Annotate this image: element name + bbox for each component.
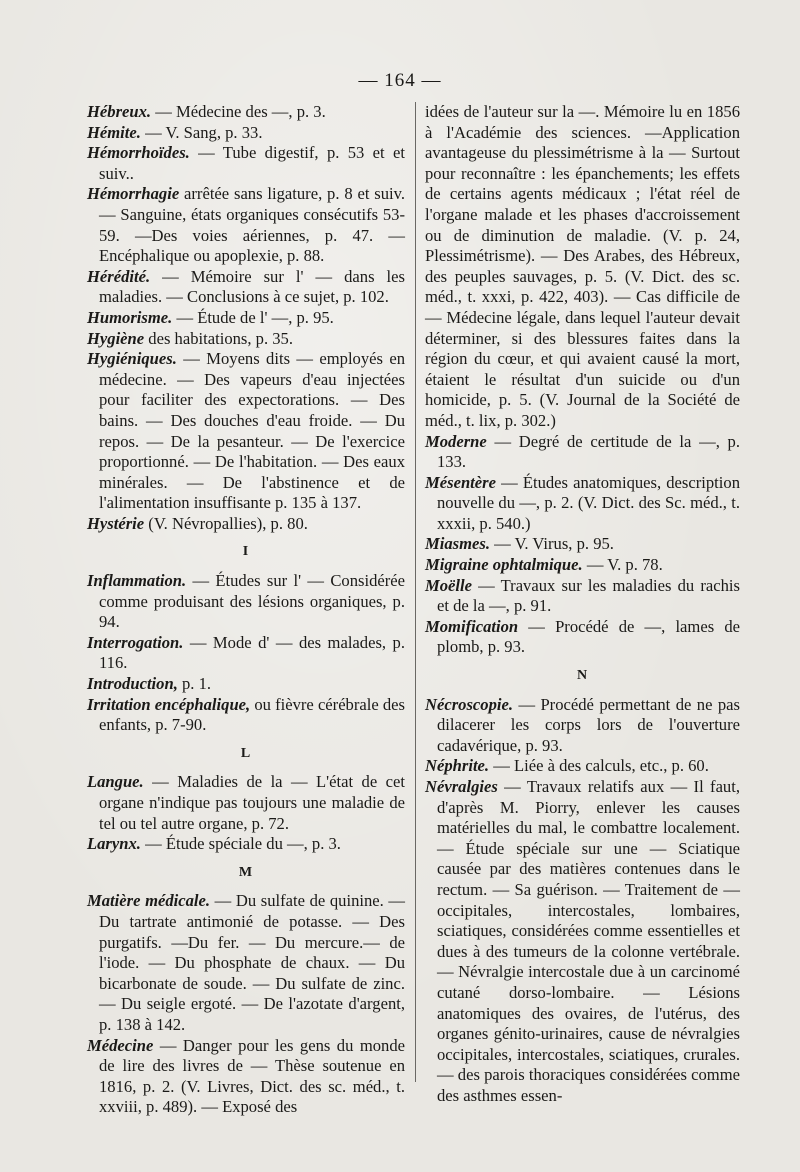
index-entry bbox=[87, 633, 405, 674]
entry-headword: Médecine bbox=[87, 1035, 154, 1055]
right-column bbox=[425, 102, 740, 1107]
entry-headword: Moëlle bbox=[425, 575, 473, 595]
index-entry bbox=[87, 772, 405, 834]
entry-headword: Mésentère bbox=[425, 472, 496, 492]
index-entry bbox=[87, 571, 405, 633]
entry-body: — Du sulfate de quinine. — Du tartrate antimonié de potasse. — Des purgatifs. —Du fer. — Du mercure.— de l'iode. — Du phosphate de chaux. — Du bicarbonate de soude. — Du sulfate de zinc. — Du seigle ergoté. — De l'azotate d'argent, p. 138 à 142. bbox=[99, 891, 405, 1034]
index-entry bbox=[87, 123, 405, 144]
entry-headword: Momification bbox=[425, 616, 519, 636]
entry-body: — Études anatomiques, description nouvelle du —, p. 2. (V. Dict. des Sc. méd., t. xxxii, p. 540.) bbox=[437, 472, 740, 533]
section-letter: I bbox=[242, 544, 250, 560]
index-entry bbox=[87, 1036, 405, 1118]
entry-body: — Étude spéciale du —, p. 3. bbox=[140, 834, 341, 854]
entry-body: — Moyens dits — employés en médecine. — Des vapeurs d'eau injectées pour faciliter des expectorations. — Des bains. — Des douches d'eau froide. — Du repos. — De la pesanteur. — De l'exercice proportionné. — De l'habitation. — Des eaux minérales. — De l'abstinence et de l'alimentation insuffisante p. 135 à 137. bbox=[99, 349, 405, 513]
entry-body: — V. Sang, p. 33. bbox=[140, 122, 263, 142]
entry-body: — Liée à des calculs, etc., p. 60. bbox=[489, 756, 709, 776]
index-entry bbox=[425, 473, 740, 535]
left-column bbox=[87, 102, 405, 1118]
index-entry bbox=[425, 534, 740, 555]
index-entry bbox=[425, 756, 740, 777]
entry-headword: Larynx. bbox=[87, 834, 141, 854]
entry-headword: Irritation encéphalique, bbox=[87, 694, 251, 714]
index-entry bbox=[425, 555, 740, 576]
index-entry bbox=[87, 349, 405, 514]
entry-body: — Mémoire sur l' — dans les maladies. — Conclusions à ce sujet, p. 102. bbox=[99, 266, 405, 307]
index-entry bbox=[425, 432, 740, 473]
entry-body: — Travaux relatifs aux — Il faut, d'après M. Piorry, enlever les causes matérielles du mal, le combattre localement. — Étude spéciale sur une — Sciatique causée par des matières contenues dans le rectum. — Sa guérison. — Traitement de — occipitales, intercostales, lombaires, sciatiques, considérées comme essentielles et dues à des tumeurs de la colonne vertébrale. — Névralgie intercostale due à un carcinomé cutané dorso-lombaire. — Lésions anatomiques des ovaires, de l'utérus, des organes génito-urinaires, cause de névralgies occipitales, intercostales, sciatiques, crurales. — des parois thoraciques considérées comme des asthmes essen- bbox=[437, 777, 740, 1105]
index-entry bbox=[87, 267, 405, 308]
entry-body: — Étude de l' —, p. 95. bbox=[172, 307, 334, 327]
entry-body: — Degré de certitude de la —, p. 133. bbox=[437, 431, 740, 472]
entry-body: — Études sur l' — Considérée comme produisant des lésions organiques, p. 94. bbox=[99, 571, 405, 632]
index-entry bbox=[87, 184, 405, 266]
section-letter: N bbox=[576, 668, 589, 684]
entry-headword: Hygiéniques. bbox=[87, 349, 177, 369]
entry-body: — Mode d' — des malades, p. 116. bbox=[99, 632, 405, 673]
page-number: — 164 — bbox=[358, 70, 442, 91]
index-entry bbox=[425, 695, 740, 757]
entry-headword: Langue. bbox=[87, 772, 144, 792]
entry-headword: Hérédité. bbox=[87, 266, 151, 286]
entry-body: (V. Névropallies), p. 80. bbox=[144, 513, 308, 533]
entry-headword: Introduction, bbox=[87, 674, 178, 694]
index-entry bbox=[87, 102, 405, 123]
column-divider bbox=[415, 102, 416, 1082]
entry-headword: Névralgies bbox=[425, 777, 498, 796]
entry-headword: Interrogation. bbox=[87, 632, 184, 652]
entry-headword: Nécroscopie. bbox=[425, 694, 514, 714]
index-entry bbox=[87, 834, 405, 855]
index-entry bbox=[425, 777, 740, 1107]
index-entry bbox=[87, 514, 405, 535]
entry-body: — Danger pour les gens du monde de lire des livres de — Thèse soutenue en 1816, p. 2. (V. Livres, Dict. des sc. méd., t. xxviii, p. 489). — Exposé des bbox=[99, 1035, 405, 1117]
entry-body: — Procédé de —, lames de plomb, p. 93. bbox=[437, 616, 740, 657]
entry-body: ou fièvre cérébrale des enfants, p. 7-90. bbox=[99, 694, 405, 735]
section-letter: L bbox=[240, 745, 252, 761]
index-entry bbox=[87, 695, 405, 736]
entry-headword: Hémite. bbox=[87, 122, 141, 142]
entry-headword: Hystérie bbox=[87, 513, 145, 533]
entry-body: — Maladies de la — L'état de cet organe n'indique pas toujours une maladie de tel ou tel autre organe, p. 72. bbox=[99, 772, 405, 833]
entry-headword: Matière médicale. bbox=[87, 891, 211, 911]
continued-text: idées de l'auteur sur la —. Mémoire lu en 1856 à l'Académie des sciences. —Application avantageuse du plessimétrisme à la — Surtout pour reconnaître : les épanchements; les effets de certains agents médicaux ; l'état réel de l'organe malade et les phases d'accroissement ou de diminution de maladie. (V. p. 24, Plessimétrisme). — Des Arabes, des Hébreux, des peuples sauvages, p. 5. (V. Dict. des sc. méd., t. xxxi, p. 422, 403). — Cas difficile de — Médecine légale, dans lequel l'auteur devait déterminer, si des blessures faites dans la région du cœur, et qui avaient causé la mort, étaient le résultat d'un suicide ou d'un homicide, p. 5. (V. Journal de la Société de méd., t. lix, p. 302.) bbox=[425, 102, 740, 430]
index-entry bbox=[87, 329, 405, 350]
entry-headword: Hémorrhagie bbox=[87, 184, 180, 204]
entry-body: des habitations, p. 35. bbox=[144, 328, 294, 348]
entry-body: — Tube digestif, p. 53 et et suiv.. bbox=[99, 143, 405, 183]
index-entry bbox=[87, 891, 405, 1035]
entry-headword: Néphrite. bbox=[425, 756, 490, 776]
entry-headword: Inflammation. bbox=[87, 571, 187, 591]
entry-headword: Humorisme. bbox=[87, 307, 173, 327]
entry-body: — Procédé permettant de ne pas dilacerer les corps lors de l'ouverture cadavérique, p. 93. bbox=[437, 694, 740, 755]
entry-body: arrêtée sans ligature, p. 8 et suiv. — Sanguine, états organiques consécutifs 53-59. —Des voies aériennes, p. 47. — Encéphalique ou apoplexie, p. 88. bbox=[99, 184, 405, 266]
entry-headword: Miasmes. bbox=[425, 534, 490, 554]
section-letter: M bbox=[238, 864, 254, 880]
entry-headword: Hygiène bbox=[87, 328, 145, 348]
entry-body: — V. Virus, p. 95. bbox=[490, 534, 614, 554]
entry-body: — V. p. 78. bbox=[582, 555, 663, 575]
index-entry bbox=[425, 617, 740, 658]
index-entry bbox=[425, 576, 740, 617]
entry-body: — Travaux sur les maladies du rachis et de la —, p. 91. bbox=[437, 575, 740, 616]
entry-body: p. 1. bbox=[177, 674, 212, 694]
index-entry bbox=[87, 308, 405, 329]
entry-headword: Hébreux. bbox=[87, 102, 152, 121]
entry-body: — Médecine des —, p. 3. bbox=[151, 102, 326, 121]
entry-headword: Migraine ophtalmique. bbox=[425, 555, 583, 575]
entry-headword: Moderne bbox=[425, 431, 487, 451]
entry-headword: Hémorrhoïdes. bbox=[87, 143, 190, 163]
index-entry bbox=[87, 143, 405, 184]
index-entry bbox=[87, 674, 405, 695]
